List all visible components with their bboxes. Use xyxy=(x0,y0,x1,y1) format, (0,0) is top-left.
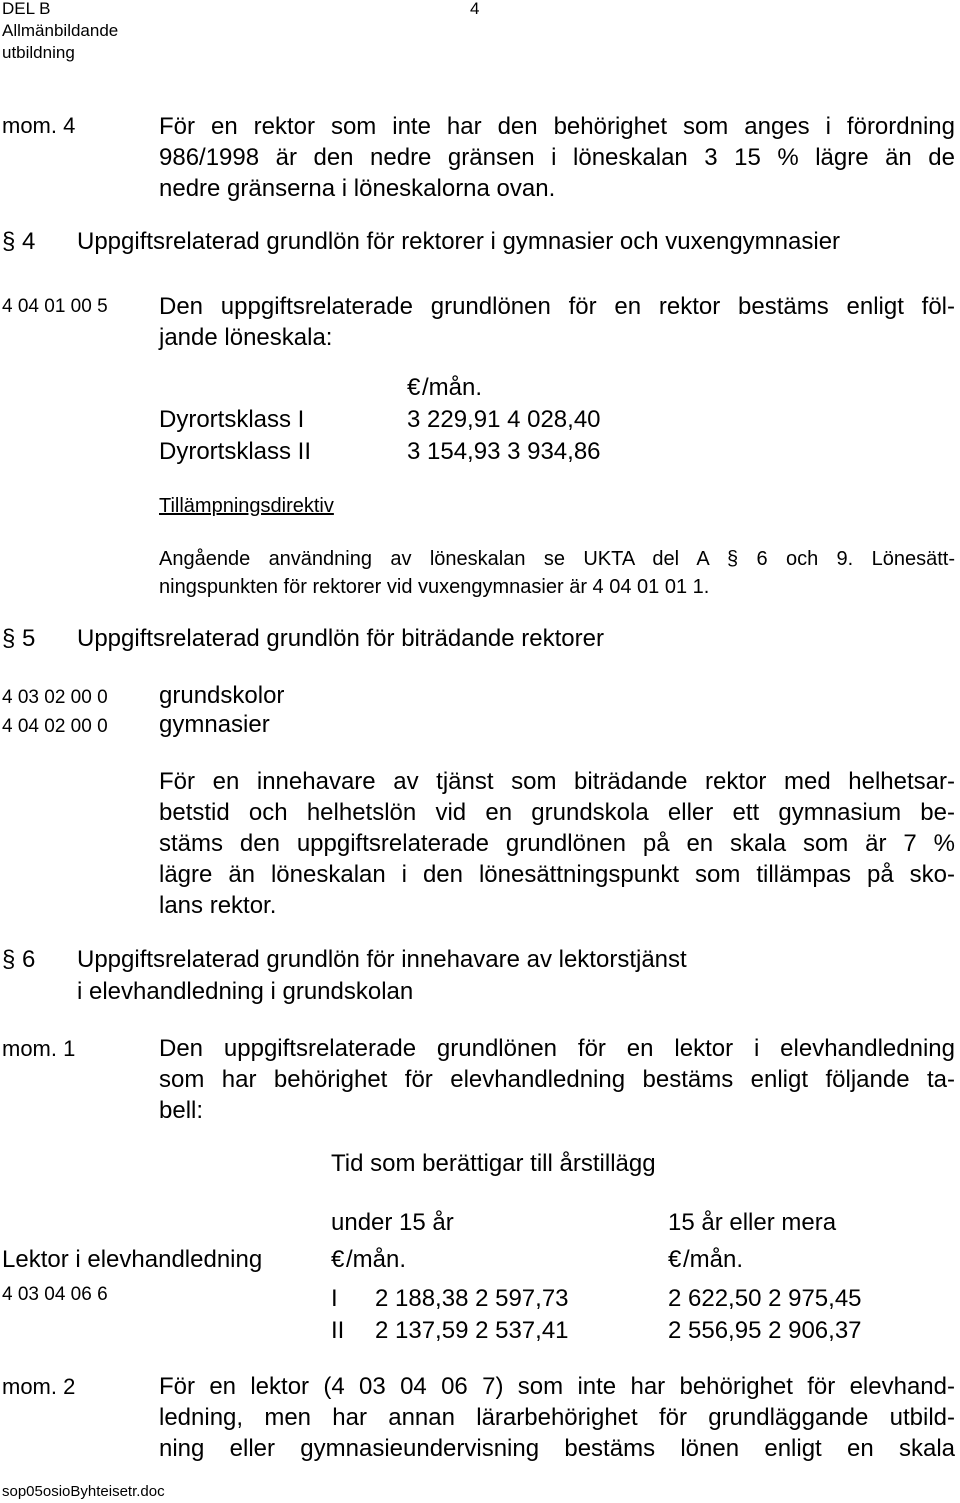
mom4-line: 986/1998 är den nedre gränsen i löneskalan 3 15 % lägre än de xyxy=(159,144,955,171)
mom2-line: ning eller gymnasieundervisning bestäms lönen enligt en skala xyxy=(159,1435,955,1462)
sec5-text-line: betstid och helhetslön vid en grundskola eller ett gymnasium be- xyxy=(159,799,955,826)
sec5-code-label: gymnasier xyxy=(159,711,270,738)
directive-line: Angående användning av löneskalan se UKTA del A § 6 och 9. Lönesätt- xyxy=(159,548,955,570)
sec5-title: Uppgiftsrelaterad grundlön för biträdande rektorer xyxy=(77,625,604,652)
section-symbol: § xyxy=(2,228,16,255)
sec5-paragraph xyxy=(159,766,955,921)
mom1-line: som har behörighet för elevhandledning bestäms enligt följande ta- xyxy=(159,1066,955,1093)
directive-heading: Tillämpningsdirektiv xyxy=(159,495,334,517)
sec6-title-line2: i elevhandledning i grundskolan xyxy=(77,978,414,1005)
mom4-line: För en rektor som inte har den behörighet som anges i förordning xyxy=(159,113,955,140)
mom4-line: nedre gränserna i löneskalorna ovan. xyxy=(159,175,556,202)
sec4-text-line: Den uppgiftsrelaterade grundlönen för en rektor bestäms enligt föl- xyxy=(159,293,955,320)
header-part: DEL B xyxy=(2,0,51,18)
euro-symbol: € xyxy=(331,1246,345,1273)
table-unit: /mån. xyxy=(346,1246,407,1273)
mom4-paragraph xyxy=(159,111,955,204)
table-code: 4 03 04 06 6 xyxy=(2,1284,108,1305)
table-class: II xyxy=(331,1317,345,1344)
sec4-row-label: Dyrortsklass I xyxy=(159,406,305,433)
sec5-text-line: lans rektor. xyxy=(159,892,277,919)
mom2-line: För en lektor (4 03 04 06 7) som inte har behörighet för elevhand- xyxy=(159,1373,955,1400)
table-caption: Tid som berättigar till årstillägg xyxy=(331,1150,656,1177)
table-cell: 2 137,59 2 537,41 xyxy=(375,1317,569,1344)
sec4-row-label: Dyrortsklass II xyxy=(159,438,312,465)
table-cell: 2 556,95 2 906,37 xyxy=(668,1317,862,1344)
mom1-label: mom. 1 xyxy=(2,1036,76,1061)
sec4-paragraph xyxy=(159,291,955,353)
mom2-paragraph xyxy=(159,1371,955,1464)
sec5-text-line: lägre än löneskalan i den lönesättningspunkt som tillämpas på sko- xyxy=(159,861,955,888)
section-symbol: § xyxy=(2,625,16,652)
sec4-code: 4 04 01 00 5 xyxy=(2,296,108,317)
section-symbol: § xyxy=(2,946,16,973)
mom2-line: ledning, men har annan lärarbehörighet för grundläggande utbild- xyxy=(159,1404,955,1431)
mom1-line: Den uppgiftsrelaterade grundlönen för en lektor i elevhandledning xyxy=(159,1035,955,1062)
mom1-line: bell: xyxy=(159,1097,204,1124)
directive-paragraph xyxy=(159,545,955,601)
sec4-row-range: 3 229,91 4 028,40 xyxy=(407,406,601,433)
table-unit: /mån. xyxy=(683,1246,744,1273)
sec4-title: Uppgiftsrelaterad grundlön för rektorer i gymnasier och vuxengymnasier xyxy=(77,228,841,255)
sec6-number: 6 xyxy=(22,946,36,973)
header-section-line2: utbildning xyxy=(2,43,75,62)
euro-symbol: € xyxy=(668,1246,682,1273)
sec5-text-line: För en innehavare av tjänst som biträdande rektor med helhetsar- xyxy=(159,768,955,795)
mom2-label: mom. 2 xyxy=(2,1374,76,1399)
sec4-unit: /mån. xyxy=(422,374,483,401)
sec4-text-line: jande löneskala: xyxy=(159,324,333,351)
sec5-code: 4 03 02 00 0 xyxy=(2,687,108,708)
sec6-title-line1: Uppgiftsrelaterad grundlön för innehavare av lektorstjänst xyxy=(77,946,687,973)
table-col2-head: 15 år eller mera xyxy=(668,1209,837,1236)
sec5-code-label: grundskolor xyxy=(159,682,285,709)
table-cell: 2 622,50 2 975,45 xyxy=(668,1285,862,1312)
euro-symbol: € xyxy=(407,374,421,401)
footer-filename: sop05osioByhteisetr.doc xyxy=(2,1483,165,1500)
sec4-number: 4 xyxy=(22,228,36,255)
sec5-text-line: stäms den uppgiftsrelaterade grundlönen på en skala som är 7 % xyxy=(159,830,955,857)
sec5-number: 5 xyxy=(22,625,36,652)
mom1-paragraph xyxy=(159,1033,955,1126)
directive-line: ningspunkten för rektorer vid vuxengymnasier är 4 04 01 01 1. xyxy=(159,576,710,598)
header-section-line1: Allmänbildande xyxy=(2,21,119,40)
table-class: I xyxy=(331,1285,338,1312)
table-col1-head: under 15 år xyxy=(331,1209,454,1236)
sec4-row-range: 3 154,93 3 934,86 xyxy=(407,438,601,465)
table-row-label: Lektor i elevhandledning xyxy=(2,1246,263,1273)
mom4-label: mom. 4 xyxy=(2,113,76,138)
table-cell: 2 188,38 2 597,73 xyxy=(375,1285,569,1312)
page-number: 4 xyxy=(470,0,480,18)
sec5-code: 4 04 02 00 0 xyxy=(2,716,108,737)
